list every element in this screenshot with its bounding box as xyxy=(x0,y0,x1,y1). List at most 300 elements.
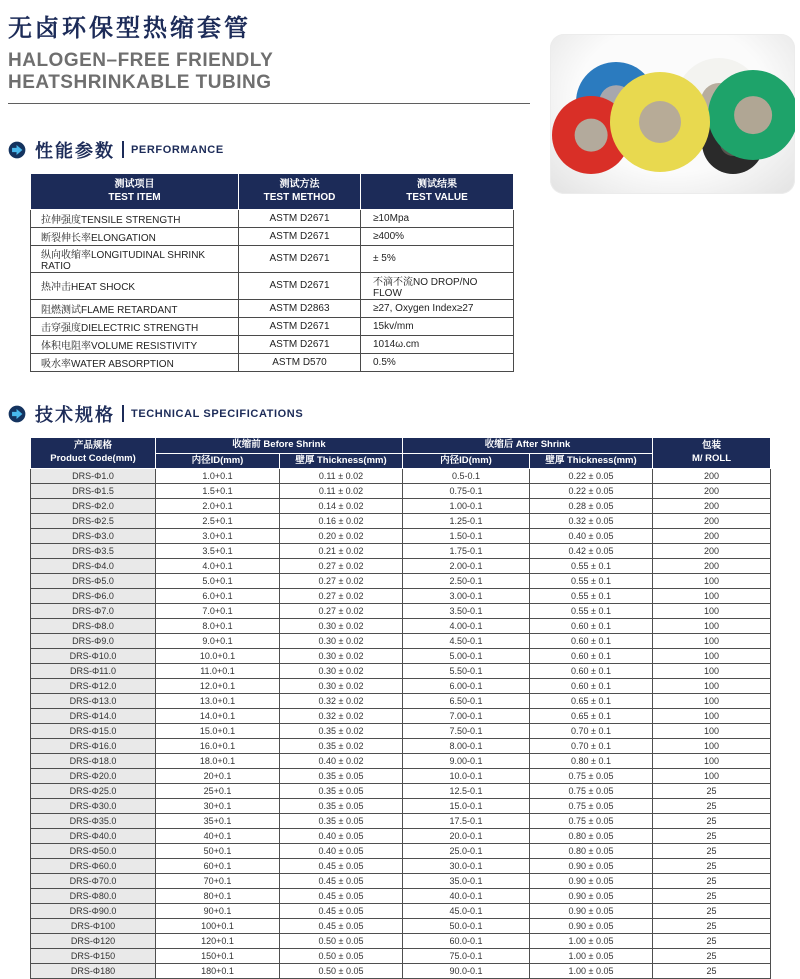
spec-product-code: DRS-Φ50.0 xyxy=(31,844,156,859)
spec-before-id: 40+0.1 xyxy=(156,829,280,844)
col-test-method-cn: 测试方法 xyxy=(279,178,320,190)
perf-test-value: ± 5% xyxy=(361,245,514,272)
spec-before-thickness: 0.11 ± 0.02 xyxy=(280,484,403,499)
spec-before-id: 7.0+0.1 xyxy=(156,604,280,619)
spec-product-code: DRS-Φ80.0 xyxy=(31,889,156,904)
spec-product-code: DRS-Φ3.0 xyxy=(31,529,156,544)
spec-product-code: DRS-Φ35.0 xyxy=(31,814,156,829)
spec-before-thickness: 0.45 ± 0.05 xyxy=(280,859,403,874)
spec-before-id: 35+0.1 xyxy=(156,814,280,829)
col-test-item xyxy=(31,173,239,209)
spec-after-thickness: 0.80 ± 0.1 xyxy=(530,754,653,769)
spec-after-id: 1.25-0.1 xyxy=(403,514,530,529)
title-separator xyxy=(122,141,124,158)
spec-row xyxy=(31,589,771,604)
col-product-code-en: Product Code(mm) xyxy=(50,453,136,465)
spec-before-thickness: 0.30 ± 0.02 xyxy=(280,664,403,679)
spec-row xyxy=(31,814,771,829)
spec-row xyxy=(31,499,771,514)
spec-before-id: 4.0+0.1 xyxy=(156,559,280,574)
spec-after-id: 35.0-0.1 xyxy=(403,874,530,889)
yellow-tubing-roll xyxy=(610,72,710,172)
perf-test-item: 击穿强度DIELECTRIC STRENGTH xyxy=(31,317,239,335)
spec-roll: 25 xyxy=(653,964,771,979)
spec-row xyxy=(31,754,771,769)
spec-roll: 200 xyxy=(653,559,771,574)
spec-product-code: DRS-Φ9.0 xyxy=(31,634,156,649)
spec-roll: 100 xyxy=(653,574,771,589)
spec-row xyxy=(31,919,771,934)
spec-before-id: 13.0+0.1 xyxy=(156,694,280,709)
spec-product-code: DRS-Φ1.0 xyxy=(31,469,156,484)
spec-before-thickness: 0.14 ± 0.02 xyxy=(280,499,403,514)
spec-before-thickness: 0.30 ± 0.02 xyxy=(280,634,403,649)
spec-before-id: 90+0.1 xyxy=(156,904,280,919)
spec-after-thickness: 0.60 ± 0.1 xyxy=(530,619,653,634)
spec-row xyxy=(31,949,771,964)
spec-before-thickness: 0.35 ± 0.05 xyxy=(280,769,403,784)
spec-row xyxy=(31,874,771,889)
spec-before-id: 2.5+0.1 xyxy=(156,514,280,529)
spec-row xyxy=(31,559,771,574)
spec-after-thickness: 0.60 ± 0.1 xyxy=(530,634,653,649)
spec-after-id: 8.00-0.1 xyxy=(403,739,530,754)
performance-header-row xyxy=(31,173,514,209)
performance-row xyxy=(31,245,514,272)
spec-before-id: 180+0.1 xyxy=(156,964,280,979)
spec-before-thickness: 0.45 ± 0.05 xyxy=(280,874,403,889)
perf-test-value: ≥10Mpa xyxy=(361,209,514,227)
spec-product-code: DRS-Φ4.0 xyxy=(31,559,156,574)
spec-row xyxy=(31,604,771,619)
spec-row xyxy=(31,964,771,979)
spec-row xyxy=(31,544,771,559)
spec-after-thickness: 0.28 ± 0.05 xyxy=(530,499,653,514)
perf-test-method: ASTM D2671 xyxy=(239,317,361,335)
spec-before-id: 14.0+0.1 xyxy=(156,709,280,724)
spec-row xyxy=(31,634,771,649)
col-before-thickness: 壁厚 Thickness(mm) xyxy=(280,453,403,469)
page-subtitle-line1: HALOGEN–FREE FRIENDLY xyxy=(8,49,274,71)
spec-before-id: 15.0+0.1 xyxy=(156,724,280,739)
spec-before-thickness: 0.30 ± 0.02 xyxy=(280,619,403,634)
spec-after-thickness: 0.22 ± 0.05 xyxy=(530,469,653,484)
spec-roll: 200 xyxy=(653,514,771,529)
spec-row xyxy=(31,484,771,499)
spec-roll: 25 xyxy=(653,889,771,904)
spec-before-thickness: 0.27 ± 0.02 xyxy=(280,559,403,574)
spec-roll: 100 xyxy=(653,619,771,634)
col-roll-en: M/ ROLL xyxy=(691,453,732,465)
spec-product-code: DRS-Φ14.0 xyxy=(31,709,156,724)
spec-product-code: DRS-Φ100 xyxy=(31,919,156,934)
col-roll xyxy=(653,437,771,469)
col-before-id: 内径ID(mm) xyxy=(156,453,280,469)
spec-after-id: 1.00-0.1 xyxy=(403,499,530,514)
spec-before-thickness: 0.30 ± 0.02 xyxy=(280,649,403,664)
spec-after-thickness: 0.40 ± 0.05 xyxy=(530,529,653,544)
spec-before-thickness: 0.11 ± 0.02 xyxy=(280,469,403,484)
spec-after-thickness: 0.90 ± 0.05 xyxy=(530,859,653,874)
spec-row xyxy=(31,664,771,679)
spec-roll: 100 xyxy=(653,739,771,754)
spec-row xyxy=(31,889,771,904)
spec-after-thickness: 0.55 ± 0.1 xyxy=(530,604,653,619)
page-subtitle-line2: HEATSHRINKABLE TUBING xyxy=(8,71,272,93)
col-test-value-cn: 测试结果 xyxy=(417,178,457,190)
spec-product-code: DRS-Φ6.0 xyxy=(31,589,156,604)
spec-product-code: DRS-Φ10.0 xyxy=(31,649,156,664)
spec-product-code: DRS-Φ70.0 xyxy=(31,874,156,889)
performance-row xyxy=(31,317,514,335)
perf-test-item: 拉伸强度TENSILE STRENGTH xyxy=(31,209,239,227)
spec-product-code: DRS-Φ180 xyxy=(31,964,156,979)
spec-after-thickness: 0.60 ± 0.1 xyxy=(530,679,653,694)
spec-after-thickness: 0.90 ± 0.05 xyxy=(530,874,653,889)
spec-roll: 200 xyxy=(653,469,771,484)
perf-test-value: ≥400% xyxy=(361,227,514,245)
spec-product-code: DRS-Φ40.0 xyxy=(31,829,156,844)
spec-product-code: DRS-Φ60.0 xyxy=(31,859,156,874)
spec-before-id: 20+0.1 xyxy=(156,769,280,784)
col-test-method xyxy=(239,173,361,209)
performance-row xyxy=(31,353,514,371)
spec-after-thickness: 0.75 ± 0.05 xyxy=(530,784,653,799)
spec-row xyxy=(31,799,771,814)
spec-roll: 25 xyxy=(653,784,771,799)
spec-before-thickness: 0.50 ± 0.05 xyxy=(280,934,403,949)
performance-title-en: PERFORMANCE xyxy=(131,143,224,156)
spec-after-thickness: 1.00 ± 0.05 xyxy=(530,949,653,964)
spec-roll: 25 xyxy=(653,799,771,814)
spec-after-id: 60.0-0.1 xyxy=(403,934,530,949)
spec-row xyxy=(31,859,771,874)
specs-title-en: TECHNICAL SPECIFICATIONS xyxy=(131,407,304,420)
perf-test-method: ASTM D2671 xyxy=(239,335,361,353)
spec-before-id: 9.0+0.1 xyxy=(156,634,280,649)
spec-before-thickness: 0.45 ± 0.05 xyxy=(280,904,403,919)
perf-test-value: 15kv/mm xyxy=(361,317,514,335)
perf-test-method: ASTM D2671 xyxy=(239,209,361,227)
spec-before-thickness: 0.35 ± 0.02 xyxy=(280,724,403,739)
spec-product-code: DRS-Φ25.0 xyxy=(31,784,156,799)
perf-test-method: ASTM D2671 xyxy=(239,245,361,272)
spec-after-id: 4.50-0.1 xyxy=(403,634,530,649)
spec-product-code: DRS-Φ18.0 xyxy=(31,754,156,769)
col-roll-cn: 包装 xyxy=(702,440,722,452)
spec-after-id: 15.0-0.1 xyxy=(403,799,530,814)
spec-before-id: 18.0+0.1 xyxy=(156,754,280,769)
perf-test-method: ASTM D2671 xyxy=(239,272,361,299)
spec-after-id: 75.0-0.1 xyxy=(403,949,530,964)
perf-test-method: ASTM D2671 xyxy=(239,227,361,245)
spec-before-id: 11.0+0.1 xyxy=(156,664,280,679)
spec-row xyxy=(31,739,771,754)
spec-after-id: 3.50-0.1 xyxy=(403,604,530,619)
col-test-method-en: TEST METHOD xyxy=(263,191,336,203)
spec-before-id: 80+0.1 xyxy=(156,889,280,904)
spec-before-id: 25+0.1 xyxy=(156,784,280,799)
spec-row xyxy=(31,709,771,724)
spec-after-id: 6.50-0.1 xyxy=(403,694,530,709)
performance-row xyxy=(31,299,514,317)
spec-before-id: 60+0.1 xyxy=(156,859,280,874)
spec-before-id: 50+0.1 xyxy=(156,844,280,859)
perf-test-item: 体积电阻率VOLUME RESISTIVITY xyxy=(31,335,239,353)
spec-before-thickness: 0.40 ± 0.05 xyxy=(280,844,403,859)
spec-before-id: 16.0+0.1 xyxy=(156,739,280,754)
spec-before-id: 1.5+0.1 xyxy=(156,484,280,499)
spec-row xyxy=(31,784,771,799)
perf-test-value: 1014ω.cm xyxy=(361,335,514,353)
spec-before-id: 3.0+0.1 xyxy=(156,529,280,544)
spec-before-thickness: 0.27 ± 0.02 xyxy=(280,589,403,604)
spec-after-id: 5.00-0.1 xyxy=(403,649,530,664)
title-divider xyxy=(8,103,530,104)
spec-roll: 25 xyxy=(653,949,771,964)
spec-after-id: 2.50-0.1 xyxy=(403,574,530,589)
spec-after-id: 7.50-0.1 xyxy=(403,724,530,739)
spec-after-id: 40.0-0.1 xyxy=(403,889,530,904)
spec-after-thickness: 0.75 ± 0.05 xyxy=(530,799,653,814)
col-product-code xyxy=(31,437,156,469)
spec-row xyxy=(31,829,771,844)
spec-before-id: 120+0.1 xyxy=(156,934,280,949)
spec-after-id: 25.0-0.1 xyxy=(403,844,530,859)
spec-roll: 100 xyxy=(653,679,771,694)
spec-product-code: DRS-Φ8.0 xyxy=(31,619,156,634)
spec-roll: 100 xyxy=(653,694,771,709)
spec-after-thickness: 1.00 ± 0.05 xyxy=(530,934,653,949)
spec-after-thickness: 0.65 ± 0.1 xyxy=(530,709,653,724)
spec-roll: 100 xyxy=(653,634,771,649)
col-test-value-en: TEST VALUE xyxy=(406,191,468,203)
spec-row xyxy=(31,649,771,664)
spec-before-id: 2.0+0.1 xyxy=(156,499,280,514)
spec-after-id: 6.00-0.1 xyxy=(403,679,530,694)
spec-before-thickness: 0.35 ± 0.05 xyxy=(280,799,403,814)
spec-before-thickness: 0.45 ± 0.05 xyxy=(280,919,403,934)
spec-product-code: DRS-Φ16.0 xyxy=(31,739,156,754)
performance-title-cn: 性能参数 xyxy=(35,140,115,161)
col-group-after-shrink: 收缩后 After Shrink xyxy=(403,437,653,453)
spec-roll: 100 xyxy=(653,724,771,739)
spec-roll: 100 xyxy=(653,604,771,619)
performance-row xyxy=(31,335,514,353)
spec-row xyxy=(31,934,771,949)
spec-roll: 25 xyxy=(653,829,771,844)
spec-before-thickness: 0.45 ± 0.05 xyxy=(280,889,403,904)
spec-before-id: 6.0+0.1 xyxy=(156,589,280,604)
spec-after-id: 1.50-0.1 xyxy=(403,529,530,544)
spec-roll: 100 xyxy=(653,589,771,604)
spec-after-id: 0.5-0.1 xyxy=(403,469,530,484)
spec-before-thickness: 0.35 ± 0.02 xyxy=(280,739,403,754)
spec-row xyxy=(31,724,771,739)
spec-after-id: 3.00-0.1 xyxy=(403,589,530,604)
spec-roll: 100 xyxy=(653,709,771,724)
col-after-id: 内径ID(mm) xyxy=(403,453,530,469)
specs-header-row-1 xyxy=(31,437,771,453)
spec-roll: 25 xyxy=(653,934,771,949)
spec-before-id: 30+0.1 xyxy=(156,799,280,814)
spec-after-id: 9.00-0.1 xyxy=(403,754,530,769)
spec-after-thickness: 0.80 ± 0.05 xyxy=(530,844,653,859)
perf-test-item: 热冲击HEAT SHOCK xyxy=(31,272,239,299)
spec-product-code: DRS-Φ150 xyxy=(31,949,156,964)
col-test-item-cn: 测试项目 xyxy=(114,178,155,190)
spec-product-code: DRS-Φ5.0 xyxy=(31,574,156,589)
spec-roll: 100 xyxy=(653,754,771,769)
spec-after-id: 7.00-0.1 xyxy=(403,709,530,724)
spec-roll: 200 xyxy=(653,484,771,499)
spec-after-thickness: 0.32 ± 0.05 xyxy=(530,514,653,529)
col-product-code-cn: 产品规格 xyxy=(73,440,112,452)
performance-table-body xyxy=(31,209,514,371)
spec-after-id: 4.00-0.1 xyxy=(403,619,530,634)
col-after-thickness: 壁厚 Thickness(mm) xyxy=(530,453,653,469)
perf-test-item: 吸水率WATER ABSORPTION xyxy=(31,353,239,371)
spec-product-code: DRS-Φ30.0 xyxy=(31,799,156,814)
spec-after-id: 90.0-0.1 xyxy=(403,964,530,979)
spec-roll: 100 xyxy=(653,649,771,664)
col-test-item-en: TEST ITEM xyxy=(108,191,161,203)
roll-core xyxy=(575,119,608,152)
spec-product-code: DRS-Φ90.0 xyxy=(31,904,156,919)
spec-before-thickness: 0.40 ± 0.05 xyxy=(280,829,403,844)
specs-section-header xyxy=(8,401,800,427)
spec-row xyxy=(31,529,771,544)
spec-after-id: 17.5-0.1 xyxy=(403,814,530,829)
perf-test-item: 断裂伸长率ELONGATION xyxy=(31,227,239,245)
spec-before-thickness: 0.32 ± 0.02 xyxy=(280,709,403,724)
page-title: 无卤环保型热缩套管 xyxy=(8,15,251,42)
spec-before-thickness: 0.21 ± 0.02 xyxy=(280,544,403,559)
spec-product-code: DRS-Φ13.0 xyxy=(31,694,156,709)
roll-core xyxy=(734,96,772,134)
spec-before-thickness: 0.50 ± 0.05 xyxy=(280,964,403,979)
spec-before-id: 100+0.1 xyxy=(156,919,280,934)
spec-product-code: DRS-Φ120 xyxy=(31,934,156,949)
spec-roll: 200 xyxy=(653,544,771,559)
spec-before-id: 1.0+0.1 xyxy=(156,469,280,484)
performance-row xyxy=(31,227,514,245)
spec-after-thickness: 0.90 ± 0.05 xyxy=(530,889,653,904)
spec-before-thickness: 0.35 ± 0.05 xyxy=(280,784,403,799)
spec-before-thickness: 0.27 ± 0.02 xyxy=(280,604,403,619)
spec-roll: 100 xyxy=(653,664,771,679)
performance-table-head xyxy=(31,173,514,209)
spec-row xyxy=(31,469,771,484)
arrow-ball-icon xyxy=(8,141,26,159)
spec-after-thickness: 1.00 ± 0.05 xyxy=(530,964,653,979)
spec-roll: 200 xyxy=(653,499,771,514)
spec-before-thickness: 0.50 ± 0.05 xyxy=(280,949,403,964)
specs-table-body xyxy=(31,469,771,979)
spec-after-thickness: 0.42 ± 0.05 xyxy=(530,544,653,559)
roll-core xyxy=(639,101,681,143)
spec-after-thickness: 0.75 ± 0.05 xyxy=(530,769,653,784)
perf-test-method: ASTM D2863 xyxy=(239,299,361,317)
spec-row xyxy=(31,769,771,784)
performance-row xyxy=(31,272,514,299)
spec-row xyxy=(31,679,771,694)
performance-row xyxy=(31,209,514,227)
spec-product-code: DRS-Φ15.0 xyxy=(31,724,156,739)
spec-after-thickness: 0.70 ± 0.1 xyxy=(530,739,653,754)
col-test-value xyxy=(361,173,514,209)
spec-after-id: 12.5-0.1 xyxy=(403,784,530,799)
perf-test-value: ≥27, Oxygen Index≥27 xyxy=(361,299,514,317)
spec-after-id: 5.50-0.1 xyxy=(403,664,530,679)
spec-after-id: 2.00-0.1 xyxy=(403,559,530,574)
spec-row xyxy=(31,904,771,919)
spec-product-code: DRS-Φ2.0 xyxy=(31,499,156,514)
spec-before-thickness: 0.27 ± 0.02 xyxy=(280,574,403,589)
spec-before-id: 70+0.1 xyxy=(156,874,280,889)
green-tubing-roll xyxy=(708,70,795,160)
spec-product-code: DRS-Φ20.0 xyxy=(31,769,156,784)
specs-table xyxy=(30,437,771,979)
spec-before-thickness: 0.35 ± 0.05 xyxy=(280,814,403,829)
specs-table-head xyxy=(31,437,771,469)
spec-after-id: 50.0-0.1 xyxy=(403,919,530,934)
spec-after-thickness: 0.60 ± 0.1 xyxy=(530,664,653,679)
spec-after-id: 10.0-0.1 xyxy=(403,769,530,784)
perf-test-value: 不滴不流NO DROP/NO FLOW xyxy=(361,272,514,299)
spec-roll: 200 xyxy=(653,529,771,544)
spec-product-code: DRS-Φ7.0 xyxy=(31,604,156,619)
product-photo xyxy=(550,34,795,194)
spec-row xyxy=(31,694,771,709)
spec-before-id: 3.5+0.1 xyxy=(156,544,280,559)
spec-after-thickness: 0.55 ± 0.1 xyxy=(530,559,653,574)
spec-product-code: DRS-Φ2.5 xyxy=(31,514,156,529)
spec-row xyxy=(31,844,771,859)
spec-after-thickness: 0.55 ± 0.1 xyxy=(530,589,653,604)
spec-after-thickness: 0.90 ± 0.05 xyxy=(530,904,653,919)
spec-before-thickness: 0.30 ± 0.02 xyxy=(280,679,403,694)
spec-roll: 25 xyxy=(653,814,771,829)
spec-row xyxy=(31,514,771,529)
perf-test-value: 0.5% xyxy=(361,353,514,371)
spec-after-id: 20.0-0.1 xyxy=(403,829,530,844)
spec-after-id: 30.0-0.1 xyxy=(403,859,530,874)
spec-after-thickness: 0.80 ± 0.05 xyxy=(530,829,653,844)
spec-after-thickness: 0.70 ± 0.1 xyxy=(530,724,653,739)
spec-after-id: 1.75-0.1 xyxy=(403,544,530,559)
spec-roll: 25 xyxy=(653,859,771,874)
spec-before-id: 10.0+0.1 xyxy=(156,649,280,664)
spec-before-thickness: 0.32 ± 0.02 xyxy=(280,694,403,709)
spec-roll: 25 xyxy=(653,844,771,859)
spec-after-id: 0.75-0.1 xyxy=(403,484,530,499)
spec-product-code: DRS-Φ3.5 xyxy=(31,544,156,559)
arrow-ball-icon xyxy=(8,405,26,423)
spec-roll: 25 xyxy=(653,919,771,934)
spec-row xyxy=(31,619,771,634)
spec-row xyxy=(31,574,771,589)
spec-roll: 100 xyxy=(653,769,771,784)
spec-after-thickness: 0.65 ± 0.1 xyxy=(530,694,653,709)
perf-test-method: ASTM D570 xyxy=(239,353,361,371)
perf-test-item: 阻燃测试FLAME RETARDANT xyxy=(31,299,239,317)
perf-test-item: 纵向收缩率LONGITUDINAL SHRINK RATIO xyxy=(31,245,239,272)
title-separator xyxy=(122,405,124,422)
performance-table xyxy=(30,173,514,372)
page-header xyxy=(0,0,800,104)
spec-after-thickness: 0.22 ± 0.05 xyxy=(530,484,653,499)
